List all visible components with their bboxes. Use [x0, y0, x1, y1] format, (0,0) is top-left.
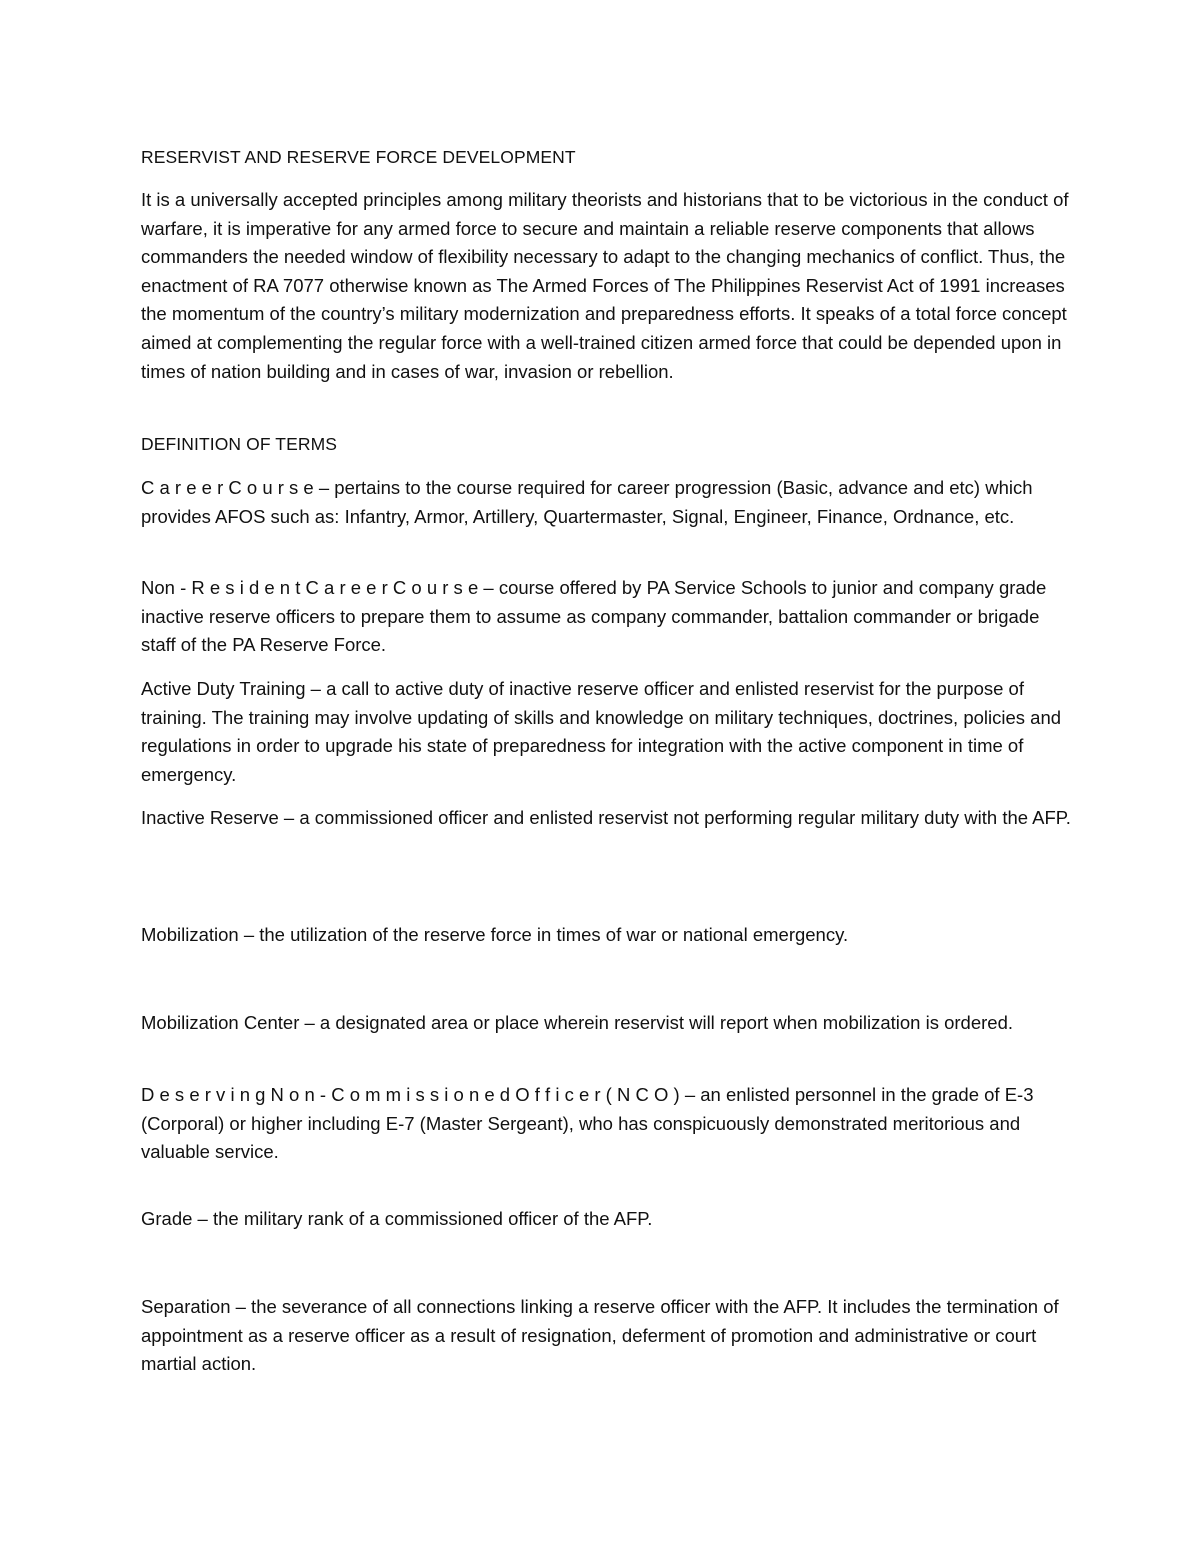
term-label: Inactive Reserve — [141, 807, 279, 828]
term-label: Mobilization — [141, 924, 239, 945]
intro-paragraph: It is a universally accepted principles among military theorists and historians that to be victorious in the conduct of warfare, it is imperative for any armed force to secure and maintain a reliable reserve components that allows commanders the needed window of flexibility necessary to adapt to the changing mechanics of conflict. Thus, the enactment of RA 7077 otherwise known as The Armed Forces of The Philippines Reservist Act of 1991 increases the momentum of the country’s military modernization and preparedness efforts. It speaks of a total force concept aimed at complementing the regular force with a well-trained citizen armed force that could be depended upon in times of nation building and in cases of war, invasion or rebellion. — [141, 189, 1069, 382]
definition-active-duty-training — [141, 675, 1071, 789]
term-label: Grade — [141, 1208, 193, 1229]
definition-mobilization-center — [141, 1009, 1071, 1038]
term-definition: – the utilization of the reserve force in times of war or national emergency. — [238, 924, 849, 945]
definition-deserving-nco — [141, 1081, 1071, 1167]
term-label: D e s e r v i n g N o n - C o m m i s s i o n e d O f f i c e r ( N C O ) — [141, 1084, 680, 1105]
term-label: C a r e e r C o u r s e — [141, 477, 314, 498]
definition-mobilization — [141, 921, 1071, 950]
term-definition: – a commissioned officer and enlisted reservist not performing regular military duty with the AFP. — [278, 807, 1071, 828]
definitions-heading: DEFINITION OF TERMS — [141, 434, 338, 454]
definition-non-resident-career-course — [141, 574, 1071, 660]
term-label: Non - R e s i d e n t C a r e e r C o u r s e — [141, 577, 479, 598]
term-definition: – an enlisted personnel in the grade of E-3 (Corporal) or higher including E-7 (Master Sergeant), who has conspicuously demonstrated meritorious and valuable service. — [141, 1084, 1034, 1163]
term-definition: – pertains to the course required for career progression (Basic, advance and etc) which provides AFOS such as: Infantry, Armor, Artillery, Quartermaster, Signal, Engineer, Finance, Ordnance, etc. — [141, 477, 1033, 527]
definition-career-course — [141, 474, 1071, 531]
document-title: RESERVIST AND RESERVE FORCE DEVELOPMENT — [141, 147, 576, 167]
definition-grade — [141, 1205, 1071, 1234]
term-definition: – course offered by PA Service Schools to junior and company grade inactive reserve officers to prepare them to assume as company commander, battalion commander or brigade staff of the PA Reserve Force. — [141, 577, 1047, 656]
term-definition: – the military rank of a commissioned officer of the AFP. — [192, 1208, 653, 1229]
term-definition: – a call to active duty of inactive reserve officer and enlisted reservist for the purpose of training. The training may involve updating of skills and knowledge on military techniques, doctrines, policies and regulations in order to upgrade his state of preparedness for integration with the active component in time of emergency. — [141, 678, 1062, 785]
definition-inactive-reserve — [141, 804, 1071, 833]
term-label: Separation — [141, 1296, 231, 1317]
term-label: Mobilization Center — [141, 1012, 300, 1033]
term-definition: – a designated area or place wherein reservist will report when mobilization is ordered. — [299, 1012, 1014, 1033]
term-label: Active Duty Training — [141, 678, 306, 699]
definition-separation — [141, 1293, 1071, 1379]
term-definition: – the severance of all connections linking a reserve officer with the AFP. It includes the termination of appointment as a reserve officer as a result of resignation, deferment of promotion and administrative or court martial action. — [141, 1296, 1059, 1375]
